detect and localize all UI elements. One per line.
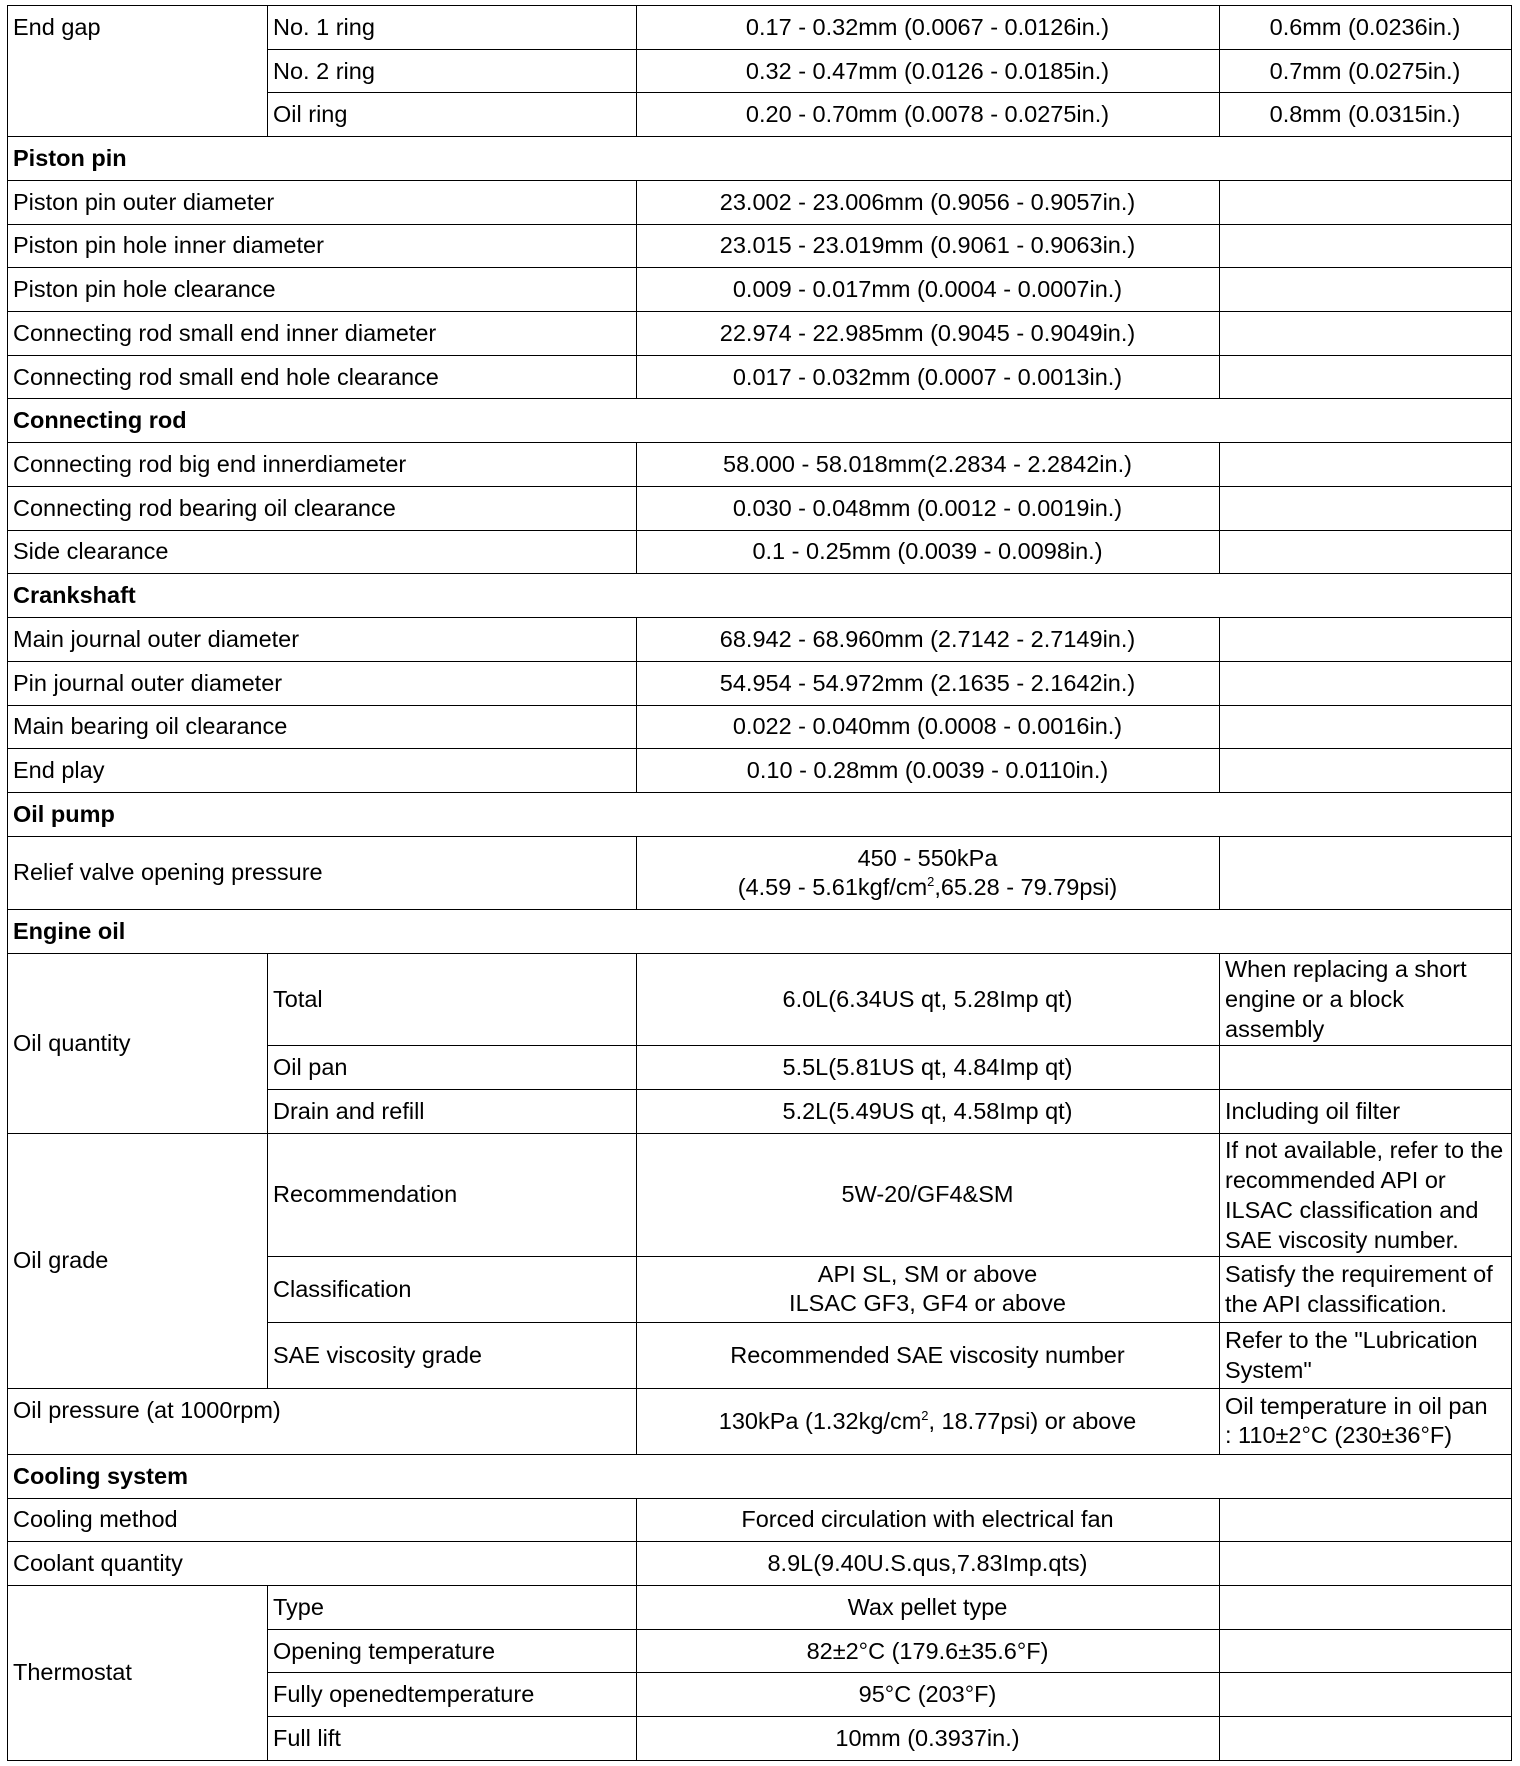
relief-pressure-part: ,65.28 - 79.79psi) [934, 873, 1118, 900]
table-row [8, 749, 1512, 793]
oil-pressure-note-line1: Oil temperature in oil pan [1225, 1393, 1488, 1420]
spec-value: 68.942 - 68.960mm (2.7142 - 2.7149in.) [637, 618, 1220, 662]
table-row [8, 836, 1512, 909]
spec-value: 54.954 - 54.972mm (2.1635 - 2.1642in.) [637, 661, 1220, 705]
section-header-row [8, 137, 1512, 181]
superscript: 2 [921, 1407, 929, 1423]
spec-value: 82±2°C (179.6±35.6°F) [637, 1629, 1220, 1673]
table-row [8, 443, 1512, 487]
relief-pressure-part: (4.59 - 5.61kgf/cm [737, 873, 928, 900]
limit-cell [1220, 224, 1512, 268]
spec-value: 23.002 - 23.006mm (0.9056 - 0.9057in.) [637, 180, 1220, 224]
relief-pressure-line1: 450 - 550kPa [857, 844, 998, 871]
oil-pressure-part: 130kPa (1.32kg/cm [718, 1407, 922, 1434]
table-row [8, 705, 1512, 749]
table-row [8, 355, 1512, 399]
section-header-row [8, 1454, 1512, 1498]
end-gap-limit: 0.7mm (0.0275in.) [1220, 49, 1512, 93]
oil-quantity-label: Oil quantity [8, 953, 268, 1133]
end-gap-spec: 0.20 - 0.70mm (0.0078 - 0.0275in.) [637, 93, 1220, 137]
spec-item: Cooling method [8, 1498, 637, 1542]
spec-item: Full lift [268, 1717, 637, 1761]
oil-pressure-part: , 18.77psi) or above [928, 1407, 1137, 1434]
spec-value: 95°C (203°F) [637, 1673, 1220, 1717]
spec-item: Connecting rod small end hole clearance [8, 355, 637, 399]
spec-value [637, 1388, 1220, 1454]
end-gap-item: No. 2 ring [268, 49, 637, 93]
limit-cell [1220, 1629, 1512, 1673]
section-header-row [8, 792, 1512, 836]
oil-pressure-note-line2: : 110±2°C (230±36°F) [1225, 1422, 1453, 1449]
spec-item: Connecting rod bearing oil clearance [8, 486, 637, 530]
spec-item: Side clearance [8, 530, 637, 574]
limit-cell [1220, 661, 1512, 705]
limit-cell [1220, 443, 1512, 487]
spec-item: Connecting rod big end innerdiameter [8, 443, 637, 487]
spec-item: Coolant quantity [8, 1542, 637, 1586]
table-row [8, 1133, 1512, 1256]
limit-cell [1220, 1542, 1512, 1586]
limit-cell [1220, 1717, 1512, 1761]
spec-item: Main bearing oil clearance [8, 705, 637, 749]
spec-item: Relief valve opening pressure [8, 836, 637, 909]
spec-item: Piston pin hole clearance [8, 268, 637, 312]
section-title-piston-pin: Piston pin [8, 137, 1512, 181]
spec-item: Opening temperature [268, 1629, 637, 1673]
spec-value: 10mm (0.3937in.) [637, 1717, 1220, 1761]
oil-grade-label: Oil grade [8, 1133, 268, 1388]
section-header-row [8, 909, 1512, 953]
end-gap-limit: 0.6mm (0.0236in.) [1220, 6, 1512, 50]
spec-item: Oil pressure (at 1000rpm) [8, 1388, 637, 1454]
end-gap-label: End gap [8, 6, 268, 137]
spec-value: 8.9L(9.40U.S.qus,7.83Imp.qts) [637, 1542, 1220, 1586]
limit-cell [1220, 749, 1512, 793]
superscript: 2 [927, 873, 935, 889]
limit-cell [1220, 1673, 1512, 1717]
table-row [8, 268, 1512, 312]
end-gap-item: No. 1 ring [268, 6, 637, 50]
table-row [8, 1542, 1512, 1586]
spec-value: 0.030 - 0.048mm (0.0012 - 0.0019in.) [637, 486, 1220, 530]
spec-value: 23.015 - 23.019mm (0.9061 - 0.9063in.) [637, 224, 1220, 268]
table-row [8, 6, 1512, 50]
section-header-row [8, 399, 1512, 443]
section-title-connecting-rod: Connecting rod [8, 399, 1512, 443]
limit-cell [1220, 312, 1512, 356]
end-gap-limit: 0.8mm (0.0315in.) [1220, 93, 1512, 137]
end-gap-spec: 0.32 - 0.47mm (0.0126 - 0.0185in.) [637, 49, 1220, 93]
note-cell [1220, 1388, 1512, 1454]
thermostat-label: Thermostat [8, 1585, 268, 1760]
table-row [8, 530, 1512, 574]
spec-value: 0.1 - 0.25mm (0.0039 - 0.0098in.) [637, 530, 1220, 574]
spec-item: Total [268, 953, 637, 1046]
note-cell: Including oil filter [1220, 1089, 1512, 1133]
limit-cell [1220, 180, 1512, 224]
note-cell: Refer to the "Lubrication System" [1220, 1322, 1512, 1388]
table-row [8, 618, 1512, 662]
spec-item: Piston pin outer diameter [8, 180, 637, 224]
spec-value: 0.022 - 0.040mm (0.0008 - 0.0016in.) [637, 705, 1220, 749]
spec-value: 5.5L(5.81US qt, 4.84Imp qt) [637, 1046, 1220, 1090]
table-row [8, 661, 1512, 705]
spec-value: 5W-20/GF4&SM [637, 1133, 1220, 1256]
spec-item: Fully openedtemperature [268, 1673, 637, 1717]
spec-value: 5.2L(5.49US qt, 4.58Imp qt) [637, 1089, 1220, 1133]
spec-item: Recommendation [268, 1133, 637, 1256]
table-row [8, 180, 1512, 224]
specifications-table [7, 5, 1512, 1761]
end-gap-spec: 0.17 - 0.32mm (0.0067 - 0.0126in.) [637, 6, 1220, 50]
spec-item: Type [268, 1585, 637, 1629]
section-title-cooling-system: Cooling system [8, 1454, 1512, 1498]
spec-item: Connecting rod small end inner diameter [8, 312, 637, 356]
limit-cell [1220, 705, 1512, 749]
table-row [8, 953, 1512, 1046]
spec-item: Main journal outer diameter [8, 618, 637, 662]
limit-cell [1220, 486, 1512, 530]
spec-item: SAE viscosity grade [268, 1322, 637, 1388]
table-row [8, 1498, 1512, 1542]
section-title-engine-oil: Engine oil [8, 909, 1512, 953]
relief-pressure-line2 [642, 873, 1213, 902]
table-row [8, 1388, 1512, 1454]
limit-cell [1220, 1498, 1512, 1542]
section-title-oil-pump: Oil pump [8, 792, 1512, 836]
note-cell: When replacing a short engine or a block assembly [1220, 953, 1512, 1046]
note-cell [1220, 1046, 1512, 1090]
spec-value: Recommended SAE viscosity number [637, 1322, 1220, 1388]
limit-cell [1220, 268, 1512, 312]
spec-value [637, 1256, 1220, 1322]
table-row [8, 486, 1512, 530]
table-row [8, 1585, 1512, 1629]
note-cell: If not available, refer to the recommended API or ILSAC classification and SAE viscosity number. [1220, 1133, 1512, 1256]
limit-cell [1220, 1585, 1512, 1629]
spec-value: Wax pellet type [637, 1585, 1220, 1629]
table-row [8, 312, 1512, 356]
end-gap-item: Oil ring [268, 93, 637, 137]
spec-value: 0.017 - 0.032mm (0.0007 - 0.0013in.) [637, 355, 1220, 399]
spec-value: 0.009 - 0.017mm (0.0004 - 0.0007in.) [637, 268, 1220, 312]
spec-item: Oil pan [268, 1046, 637, 1090]
classification-line2: ILSAC GF3, GF4 or above [789, 1290, 1066, 1317]
note-cell: Satisfy the requirement of the API classification. [1220, 1256, 1512, 1322]
limit-cell [1220, 618, 1512, 662]
classification-line1: API SL, SM or above [817, 1261, 1038, 1288]
limit-cell [1220, 355, 1512, 399]
spec-item: Classification [268, 1256, 637, 1322]
spec-value: 0.10 - 0.28mm (0.0039 - 0.0110in.) [637, 749, 1220, 793]
section-header-row [8, 574, 1512, 618]
spec-item: End play [8, 749, 637, 793]
spec-value: 58.000 - 58.018mm(2.2834 - 2.2842in.) [637, 443, 1220, 487]
spec-item: Piston pin hole inner diameter [8, 224, 637, 268]
spec-item: Pin journal outer diameter [8, 661, 637, 705]
spec-value [637, 836, 1220, 909]
section-title-crankshaft: Crankshaft [8, 574, 1512, 618]
spec-value: 22.974 - 22.985mm (0.9045 - 0.9049in.) [637, 312, 1220, 356]
spec-item: Drain and refill [268, 1089, 637, 1133]
spec-value: 6.0L(6.34US qt, 5.28Imp qt) [637, 953, 1220, 1046]
limit-cell [1220, 530, 1512, 574]
limit-cell [1220, 836, 1512, 909]
table-row [8, 224, 1512, 268]
spec-value: Forced circulation with electrical fan [637, 1498, 1220, 1542]
